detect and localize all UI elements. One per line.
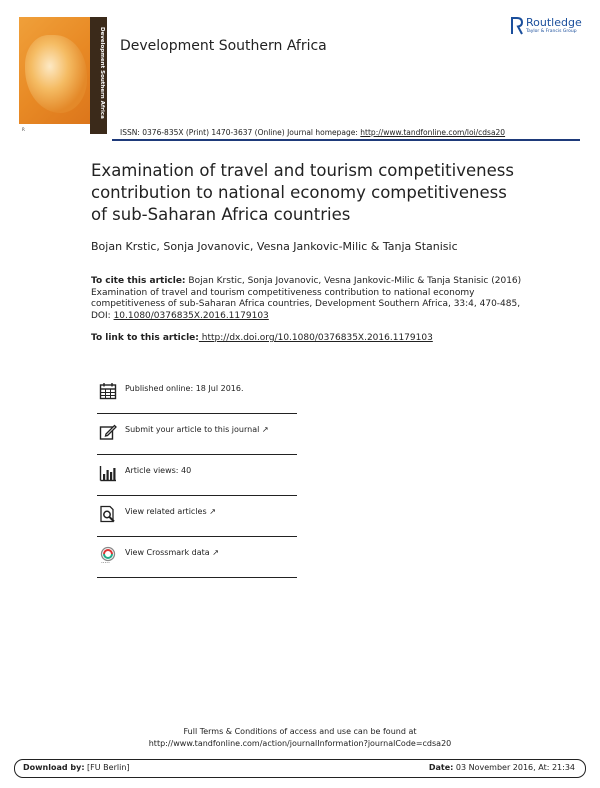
publisher-name: Routledge [526,16,582,29]
related-articles-row[interactable] [97,495,297,537]
published-online-label: Published online: 18 Jul 2016. [125,384,244,393]
article-authors: Bojan Krstic, Sonja Jovanovic, Vesna Jankovic-Milic & Tanja Stanisic [91,240,458,253]
citation-label: To cite this article: [91,276,186,286]
africa-map-graphic [25,35,87,113]
issn-text: ISSN: 0376-835X (Print) 1470-3637 (Online) Journal homepage: [120,128,361,137]
related-articles-icon [99,505,117,523]
download-date: Date: 03 November 2016, At: 21:34 [428,763,575,772]
external-link-icon: ↗ [261,425,269,434]
journal-homepage-link[interactable]: http://www.tandfonline.com/loi/cdsa20 [360,128,506,137]
bar-chart-icon [99,464,117,482]
downloaded-by: Download by: [FU Berlin] [23,763,130,772]
calendar-icon [99,382,117,400]
crossmark-row[interactable] [97,536,297,578]
edit-icon [99,423,117,441]
article-link-label: To link to this article: [91,333,199,343]
header-divider [112,139,580,141]
citation-block [91,276,531,322]
external-link-icon: ↗ [209,507,216,516]
article-views-row [97,454,297,496]
article-views-label: Article views: 40 [125,466,192,475]
crossmark-icon [99,546,117,564]
external-link-icon: ↗ [212,548,219,557]
related-articles-label: View related articles ↗ [125,507,216,516]
svg-text:•••••: ••••• [101,560,110,564]
article-link-line [91,333,433,343]
download-info-bar [14,759,586,778]
journal-title[interactable]: Development Southern Africa [120,38,327,54]
submit-article-row[interactable] [97,413,297,455]
cover-publisher-logo: R [22,127,25,132]
footer-terms-url[interactable]: http://www.tandfonline.com/action/journalInformation?journalCode=cdsa20 [148,739,452,748]
cover-spine-title: Development Southern Africa [99,27,105,119]
citation-doi-link[interactable]: 10.1080/0376835X.2016.1179103 [113,310,269,321]
publisher-tagline: Taylor & Francis Group [526,29,577,34]
submit-article-label: Submit your article to this journal ↗ [125,425,269,434]
crossmark-label: View Crossmark data ↗ [125,548,219,557]
cover-footer [19,124,90,134]
citation-text: Bojan Krstic, Sonja Jovanovic, Vesna Jankovic-Milic & Tanja Stanisic (2016) Examination of travel and tourism competitiveness contribution to national economy competitiveness of sub-Saharan Africa countries, Development Southern Africa, 33:4, 470-485, DOI: [91,276,522,321]
footer-terms-line: Full Terms & Conditions of access and use can be found at [183,727,417,736]
issn-line [120,128,505,137]
article-title: Examination of travel and tourism competitiveness contribution to national economy competitiveness of sub-Saharan Africa countries [91,161,514,224]
published-online-row [97,372,297,414]
routledge-r-icon [511,17,523,35]
journal-cover-image [19,17,107,134]
article-doi-url[interactable]: http://dx.doi.org/10.1080/0376835X.2016.1179103 [198,333,433,343]
